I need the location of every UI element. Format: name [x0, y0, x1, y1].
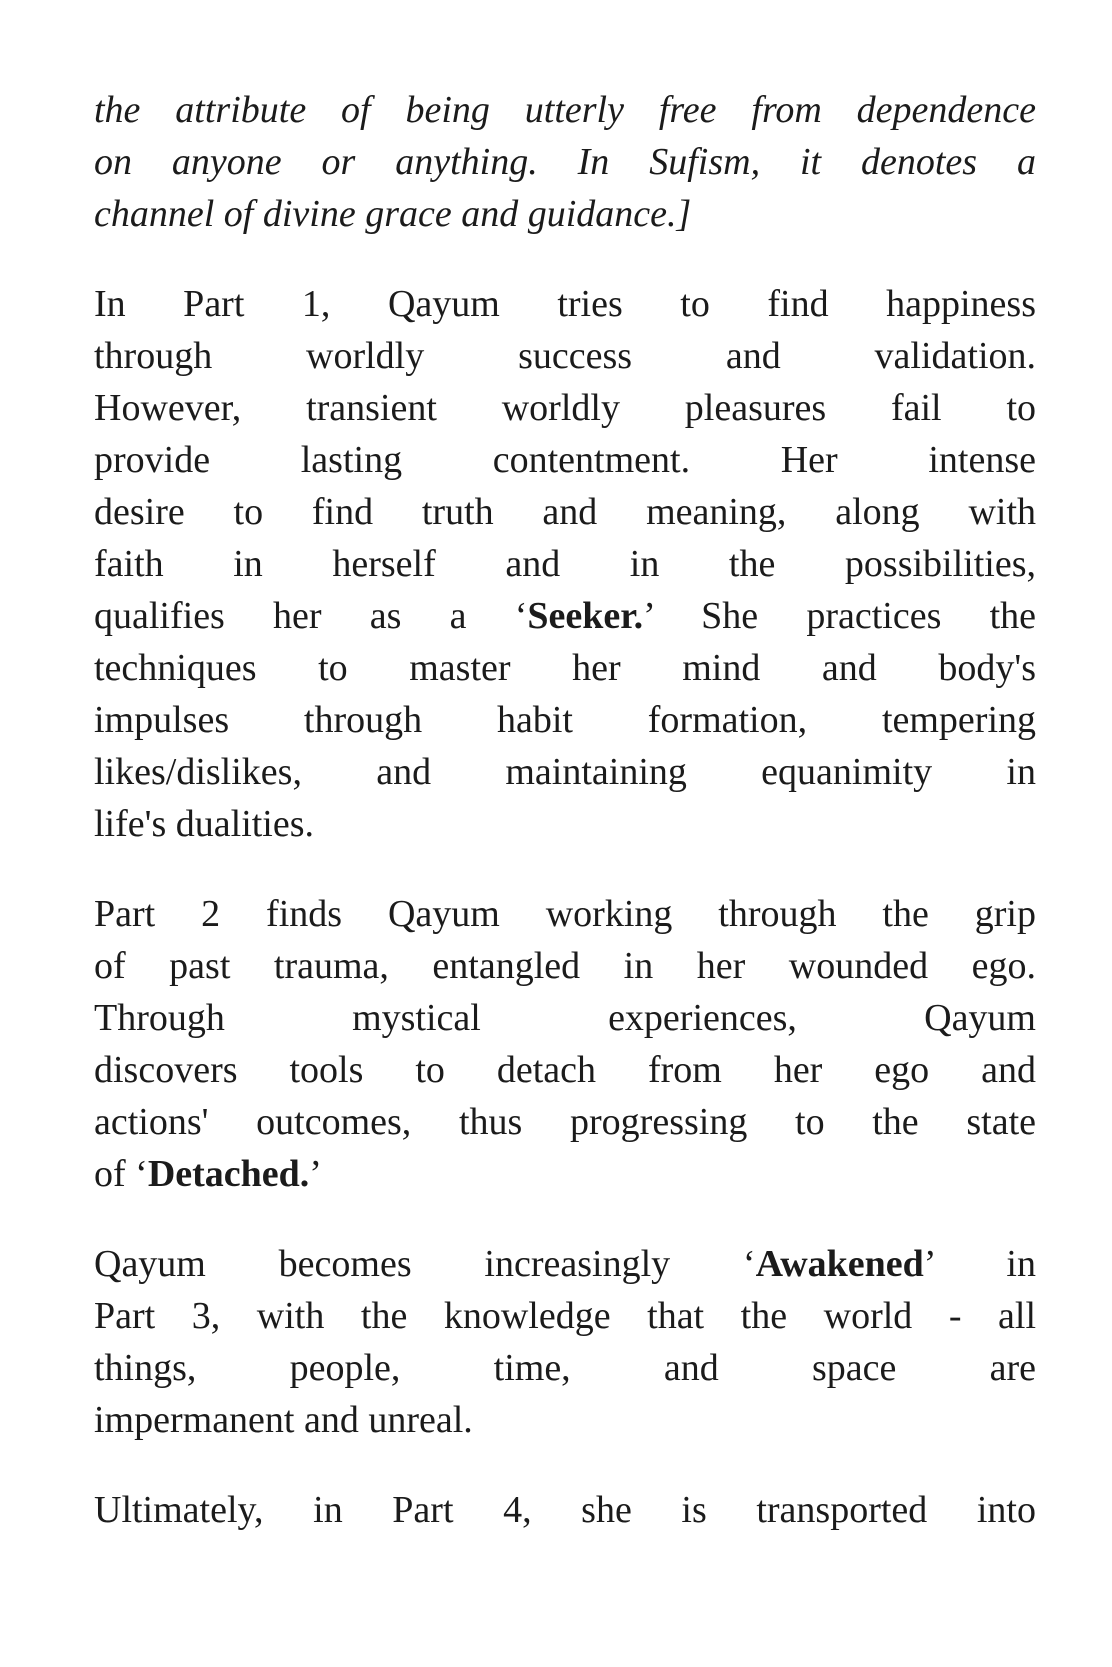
text-run: channel of divine grace and guidance.]: [94, 193, 692, 235]
text-line: [94, 1484, 1036, 1536]
text-run: ’ She practices the: [643, 595, 1036, 637]
text-line: [94, 590, 1036, 642]
text-line: [94, 1290, 1036, 1342]
text-run: techniques to master her mind and body's: [94, 647, 1036, 689]
text-run: life's dualities.: [94, 803, 315, 845]
text-line: [94, 330, 1036, 382]
emphasized-term: Seeker.: [527, 595, 644, 637]
paragraph: [94, 1238, 1036, 1446]
text-line: [94, 538, 1036, 590]
text-run: on anyone or anything. In Sufism, it denotes a: [94, 141, 1036, 183]
text-line: [94, 1148, 1036, 1200]
text-run: In Part 1, Qayum tries to find happiness: [94, 283, 1036, 325]
text-run: qualifies her as a ‘: [94, 595, 528, 637]
text-line: [94, 486, 1036, 538]
text-line: [94, 382, 1036, 434]
text-run: ’ in: [923, 1243, 1036, 1285]
text-line: [94, 84, 1036, 136]
text-line: [94, 940, 1036, 992]
text-run: Through mystical experiences, Qayum: [94, 997, 1036, 1039]
text-run: discovers tools to detach from her ego and: [94, 1049, 1036, 1091]
text-line: [94, 992, 1036, 1044]
text-run: However, transient worldly pleasures fail to: [94, 387, 1036, 429]
text-run: impulses through habit formation, tempering: [94, 699, 1036, 741]
text-line: [94, 642, 1036, 694]
text-line: [94, 1044, 1036, 1096]
text-line: [94, 136, 1036, 188]
paragraph: [94, 888, 1036, 1200]
text-run: of past trauma, entangled in her wounded ego.: [94, 945, 1036, 987]
text-run: the attribute of being utterly free from dependence: [94, 89, 1036, 131]
paragraph: [94, 1484, 1036, 1536]
text-line: [94, 434, 1036, 486]
paragraph: [94, 278, 1036, 850]
text-run: through worldly success and validation.: [94, 335, 1036, 377]
text-line: [94, 278, 1036, 330]
text-line: [94, 1238, 1036, 1290]
text-line: [94, 694, 1036, 746]
text-line: [94, 1394, 1036, 1446]
text-run: provide lasting contentment. Her intense: [94, 439, 1036, 481]
text-run: likes/dislikes, and maintaining equanimity in: [94, 751, 1036, 793]
text-run: Qayum becomes increasingly ‘: [94, 1243, 756, 1285]
text-run: Part 2 finds Qayum working through the grip: [94, 893, 1036, 935]
text-run: faith in herself and in the possibilities,: [94, 543, 1036, 585]
text-run: ’: [309, 1153, 322, 1195]
emphasized-term: Awakened: [755, 1243, 924, 1285]
text-run: things, people, time, and space are: [94, 1347, 1036, 1389]
text-run: impermanent and unreal.: [94, 1399, 473, 1441]
text-line: [94, 746, 1036, 798]
text-run: Part 3, with the knowledge that the world - all: [94, 1295, 1036, 1337]
text-run: actions' outcomes, thus progressing to the state: [94, 1101, 1036, 1143]
emphasized-term: Detached.: [147, 1153, 310, 1195]
page-text: [94, 84, 1036, 1536]
text-line: [94, 888, 1036, 940]
paragraph: [94, 84, 1036, 240]
text-line: [94, 1342, 1036, 1394]
text-line: [94, 188, 1036, 240]
text-run: desire to find truth and meaning, along with: [94, 491, 1036, 533]
text-line: [94, 798, 1036, 850]
text-run: Ultimately, in Part 4, she is transported into: [94, 1489, 1036, 1531]
text-line: [94, 1096, 1036, 1148]
text-run: of ‘: [94, 1153, 148, 1195]
